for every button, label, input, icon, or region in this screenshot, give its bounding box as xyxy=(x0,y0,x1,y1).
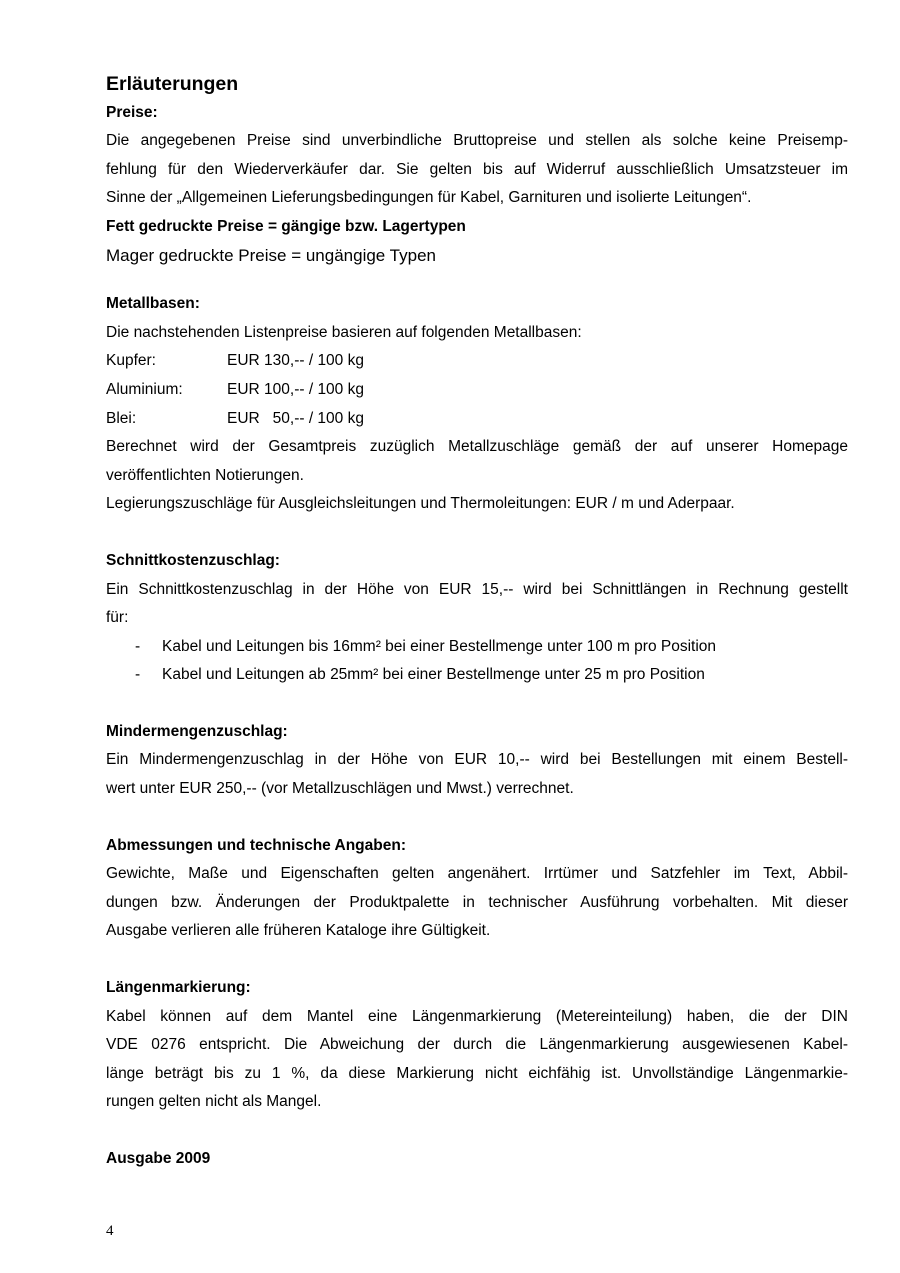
metal-name: Aluminium: xyxy=(106,380,183,398)
alloy-surcharge-note: Legierungszuschläge für Ausgleichsleitungen und Thermoleitungen: EUR / m und Aderpaar. xyxy=(106,495,735,513)
section-heading-schnittkostenzuschlag: Schnittkostenzuschlag: xyxy=(106,551,280,569)
section-heading-mindermengenzuschlag: Mindermengenzuschlag: xyxy=(106,722,288,740)
bullet-dash: - xyxy=(135,666,141,684)
section-heading-preise: Preise: xyxy=(106,103,158,121)
page-title: Erläuterungen xyxy=(106,73,239,95)
list-item xyxy=(106,661,848,690)
section-preise xyxy=(106,99,848,271)
list-item-text: Kabel und Leitungen bis 16mm² bei einer Bestellmenge unter 100 m pro Position xyxy=(162,637,717,655)
metal-price-row xyxy=(106,376,848,405)
metal-name: Kupfer: xyxy=(106,352,156,370)
paragraph-line: Die angegebenen Preise sind unverbindliche Bruttopreise und stellen als solche keine Preisemp- xyxy=(106,132,848,150)
section-laengenmarkierung xyxy=(106,974,848,1117)
paragraph-line: Ausgabe verlieren alle früheren Kataloge ihre Gültigkeit. xyxy=(106,922,491,940)
paragraph-line: Kabel können auf dem Mantel eine Längenmarkierung (Metereinteilung) haben, die der DIN xyxy=(106,1007,848,1025)
section-heading-metallbasen: Metallbasen: xyxy=(106,295,200,313)
paragraph-line: VDE 0276 entspricht. Die Abweichung der durch die Längenmarkierung ausgewiesenen Kabel- xyxy=(106,1036,848,1054)
metal-price-row xyxy=(106,347,848,376)
paragraph-line: fehlung für den Wiederverkäufer dar. Sie gelten bis auf Widerruf ausschließlich Umsatzsteuer im xyxy=(106,160,848,178)
paragraph-line: Gewichte, Maße und Eigenschaften gelten angenähert. Irrtümer und Satzfehler im Text, Abbil- xyxy=(106,865,848,883)
metal-name: Blei: xyxy=(106,409,137,427)
bold-prices-note: Fett gedruckte Preise = gängige bzw. Lagertypen xyxy=(106,217,466,235)
section-metallbasen xyxy=(106,290,848,519)
metal-price: EUR 50,-- / 100 kg xyxy=(227,409,364,427)
bullet-dash: - xyxy=(135,637,141,655)
section-heading-laengenmarkierung: Längenmarkierung: xyxy=(106,979,251,997)
paragraph-line: länge beträgt bis zu 1 %, da diese Markierung nicht eichfähig ist. Unvollständige Längenmarkie- xyxy=(106,1064,848,1082)
page-number: 4 xyxy=(106,1223,114,1239)
metallbasen-intro: Die nachstehenden Listenpreise basieren auf folgenden Metallbasen: xyxy=(106,323,582,341)
section-abmessungen xyxy=(106,832,848,946)
list-item-text: Kabel und Leitungen ab 25mm² bei einer Bestellmenge unter 25 m pro Position xyxy=(162,666,705,684)
metal-price-row xyxy=(106,405,848,434)
section-heading-abmessungen: Abmessungen und technische Angaben: xyxy=(106,836,406,854)
light-prices-note: Mager gedruckte Preise = ungängige Typen xyxy=(106,245,436,265)
metal-price: EUR 100,-- / 100 kg xyxy=(227,380,364,398)
paragraph-line: rungen gelten nicht als Mangel. xyxy=(106,1093,322,1111)
section-schnittkostenzuschlag xyxy=(106,547,848,690)
metal-price: EUR 130,-- / 100 kg xyxy=(227,352,364,370)
edition-note: Ausgabe 2009 xyxy=(106,1150,211,1167)
paragraph-line: Ein Mindermengenzuschlag in der Höhe von EUR 10,-- wird bei Bestellungen mit einem Bestell- xyxy=(106,751,848,769)
paragraph-line: Ein Schnittkostenzuschlag in der Höhe von EUR 15,-- wird bei Schnittlängen in Rechnung gestellt xyxy=(106,580,848,598)
paragraph-line: dungen bzw. Änderungen der Produktpalette in technischer Ausführung vorbehalten. Mit dieser xyxy=(106,893,848,911)
paragraph-line: für: xyxy=(106,609,129,627)
section-mindermengenzuschlag xyxy=(106,718,848,804)
paragraph-line: Sinne der „Allgemeinen Lieferungsbedingungen für Kabel, Garnituren und isolierte Leitungen“. xyxy=(106,189,752,207)
paragraph-line: Berechnet wird der Gesamtpreis zuzüglich Metallzuschläge gemäß der auf unserer Homepage xyxy=(106,438,848,456)
list-item xyxy=(106,633,848,662)
paragraph-line: veröffentlichten Notierungen. xyxy=(106,466,304,484)
paragraph-line: wert unter EUR 250,-- (vor Metallzuschlägen und Mwst.) verrechnet. xyxy=(106,780,574,798)
